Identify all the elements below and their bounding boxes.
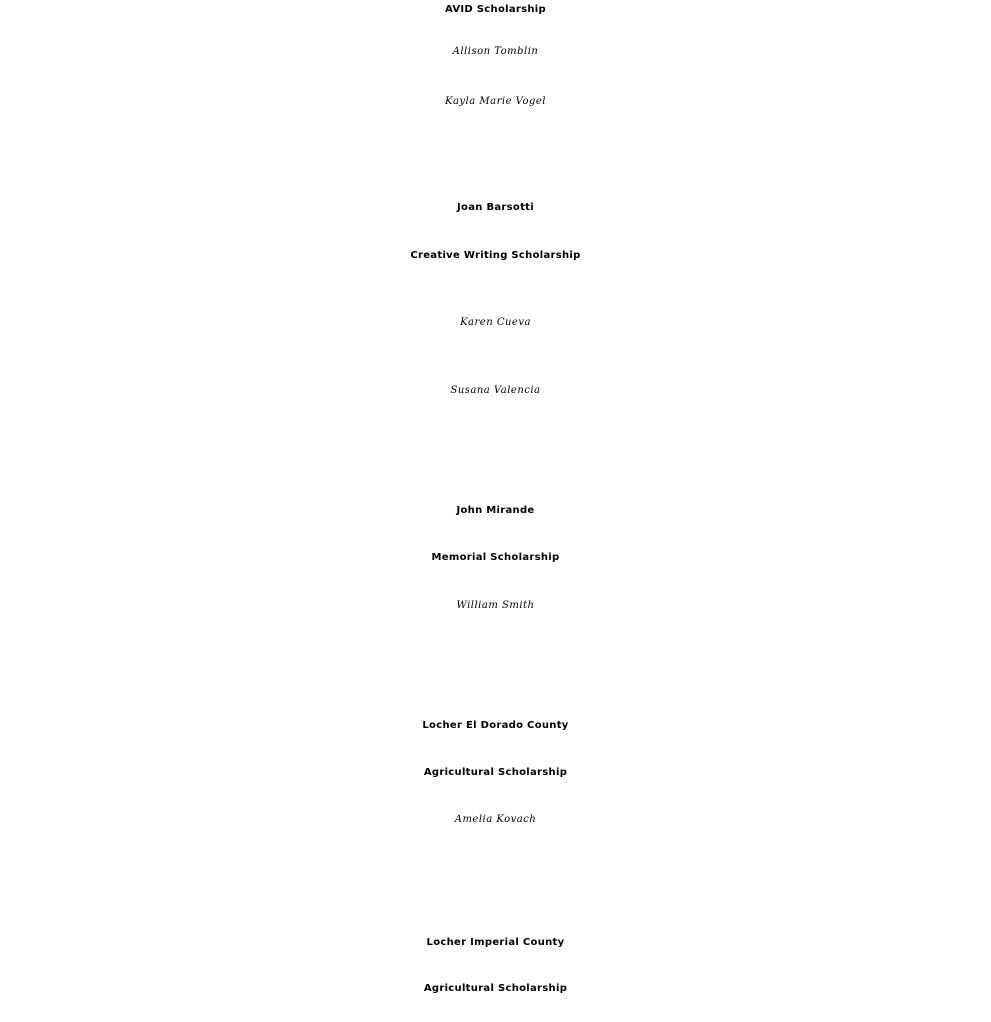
scholarship-title-line: Agricultural Scholarship: [423, 767, 568, 778]
scholarship-title-line: Joan Barsotti: [457, 202, 534, 213]
scholarship-title-line: John Mirande: [456, 505, 535, 516]
scholarship-title-line: Creative Writing Scholarship: [410, 250, 581, 261]
recipient-name: Susana Valencia: [450, 385, 541, 396]
recipient-name: Kayla Marie Vogel: [444, 96, 547, 107]
scholarship-title-line: Locher El Dorado County: [422, 720, 569, 731]
recipient-name: Allison Tomblin: [452, 46, 539, 57]
scholarship-title-line: Locher Imperial County: [426, 937, 565, 948]
recipient-name: William Smith: [456, 600, 535, 611]
scholarship-title-line: Memorial Scholarship: [431, 552, 560, 563]
recipient-name: Karen Cueva: [460, 317, 531, 328]
recipient-name: Amelia Kovach: [454, 814, 537, 825]
scholarship-title-line: AVID Scholarship: [445, 4, 546, 15]
scholarship-title-line: Agricultural Scholarship: [423, 983, 568, 994]
